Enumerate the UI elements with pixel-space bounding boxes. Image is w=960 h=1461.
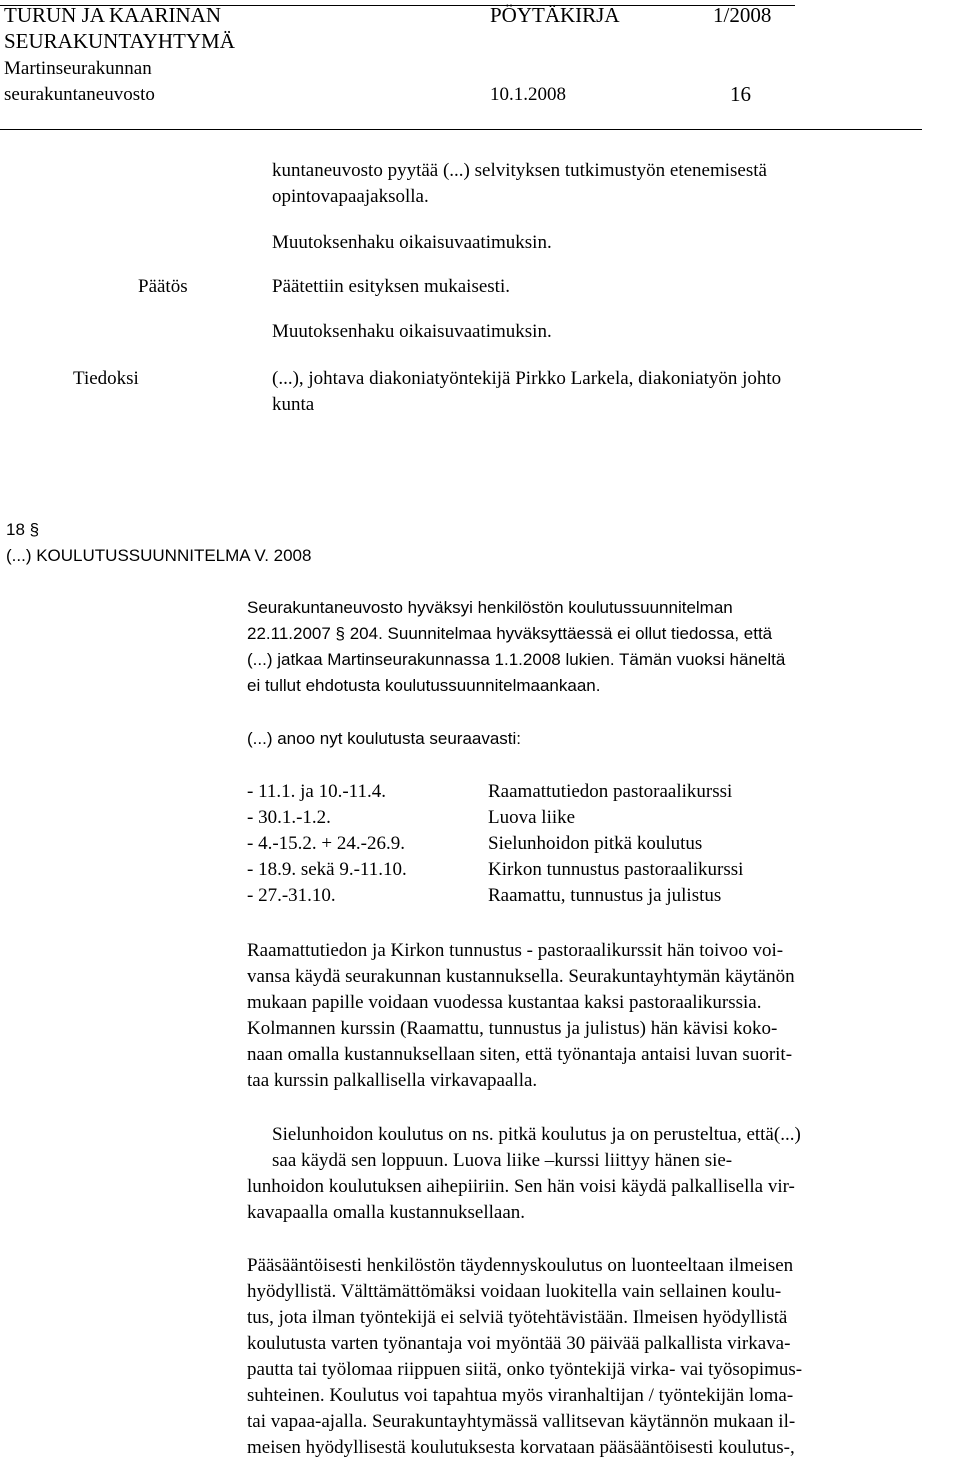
course-dates: - 4.-15.2. + 24.-26.9.	[247, 833, 405, 854]
course-name: Kirkon tunnustus pastoraalikurssi	[488, 859, 744, 880]
decision-label: Päätös	[138, 276, 188, 297]
continuation-line1: kuntaneuvosto pyytää (...) selvityksen tutkimustyön etenemisestä	[272, 160, 767, 181]
org-name-line3: Martinseurakunnan	[4, 58, 152, 79]
course-name: Raamattu, tunnustus ja julistus	[488, 885, 722, 906]
paragraph-line: Pääsääntöisesti henkilöstön täydennyskoulutus on luonteeltaan ilmeisen	[247, 1255, 794, 1276]
course-dates: - 30.1.-1.2.	[247, 807, 331, 828]
section-number: 18 §	[6, 520, 40, 539]
intro-line: 22.11.2007 § 204. Suunnitelmaa hyväksyttäessä ei ollut tiedossa, että	[247, 624, 773, 643]
section-title: (...) KOULUTUSSUUNNITELMA V. 2008	[6, 546, 312, 565]
course-name: Luova liike	[488, 807, 576, 828]
paragraph-line: naan omalla kustannuksellaan siten, että työnantaja antaisi luvan suorit-	[247, 1044, 793, 1065]
intro-line: ei tullut ehdotusta koulutussuunnitelmaankaan.	[247, 676, 601, 695]
course-dates: - 11.1. ja 10.-11.4.	[247, 781, 386, 802]
info-label: Tiedoksi	[73, 368, 139, 389]
continuation-line2: opintovapaajaksolla.	[272, 186, 429, 207]
info-line1: (...), johtava diakoniatyöntekijä Pirkko Larkela, diakoniatyön johto	[272, 368, 782, 389]
section-intro	[247, 595, 785, 699]
doc-number: 1/2008	[713, 3, 772, 27]
paragraph-line: tus, jota ilman työntekijä ei selviä työtehtävistään. Ilmeisen hyödyllistä	[247, 1307, 788, 1328]
appeal-note-1: Muutoksenhaku oikaisuvaatimuksin.	[272, 232, 552, 253]
paragraph-line: lunhoidon koulutuksen aihepiiriin. Sen hän voisi käydä palkallisella vir-	[247, 1176, 795, 1197]
paragraph-line: koulutusta varten työnantaja voi myöntää 30 päivää palkallista virkava-	[247, 1333, 791, 1354]
appeal-note-2: Muutoksenhaku oikaisuvaatimuksin.	[272, 321, 552, 342]
paragraph-line: vansa käydä seurakunnan kustannuksella. Seurakuntayhtymän käytänön	[247, 966, 795, 987]
org-name-line2: SEURAKUNTAYHTYMÄ	[4, 29, 235, 53]
course-dates: - 27.-31.10.	[247, 885, 336, 906]
paragraph-training-policy	[247, 1253, 802, 1461]
paragraph-line: kavapaalla omalla kustannuksellaan.	[247, 1202, 526, 1223]
doc-type: PÖYTÄKIRJA	[490, 3, 620, 27]
header-bottom-rule	[0, 129, 922, 130]
paragraph-line: suhteinen. Koulutus voi tapahtua myös viranhaltijan / työntekijän loma-	[247, 1385, 794, 1406]
course-dates: - 18.9. sekä 9.-11.10.	[247, 859, 407, 880]
paragraph-line: Sielunhoidon koulutus on ns. pitkä koulutus ja on perusteltua, että(...)	[272, 1124, 801, 1145]
decision-text: Päätettiin esityksen mukaisesti.	[272, 276, 510, 297]
course-request: (...) anoo nyt koulutusta seuraavasti:	[247, 729, 522, 748]
org-name-line1: TURUN JA KAARINAN	[4, 3, 222, 27]
paragraph-line: Kolmannen kurssin (Raamattu, tunnustus ja julistus) hän kävisi koko-	[247, 1018, 778, 1039]
org-name-line4: seurakuntaneuvosto	[4, 84, 155, 105]
paragraph-line: taa kurssin palkallisella virkavapaalla.	[247, 1070, 538, 1091]
paragraph-line: meisen hyödyllisestä koulutuksesta korvataan pääsääntöisesti koulutus-,	[247, 1437, 795, 1458]
intro-line: Seurakuntaneuvosto hyväksyi henkilöstön koulutussuunnitelman	[247, 598, 733, 617]
paragraph-pastoral-courses	[247, 938, 795, 1094]
paragraph-line: pautta tai työlomaa riippuen siitä, onko työntekijä virka- vai työsopimus-	[247, 1359, 803, 1380]
intro-line: (...) jatkaa Martinseurakunnassa 1.1.2008 lukien. Tämän vuoksi häneltä	[247, 650, 786, 669]
meeting-date: 10.1.2008	[490, 84, 566, 105]
course-name: Raamattutiedon pastoraalikurssi	[488, 781, 733, 802]
page-number: 16	[730, 82, 751, 106]
paragraph-line: saa käydä sen loppuun. Luova liike –kurssi liittyy hänen sie-	[272, 1150, 733, 1171]
paragraph-line: hyödyllistä. Välttämättömäksi voidaan luokitella vain sellainen koulu-	[247, 1281, 782, 1302]
paragraph-line: mukaan papille voidaan vuodessa kustantaa kaksi pastoraalikurssia.	[247, 992, 762, 1013]
paragraph-line: tai vapaa-ajalla. Seurakuntayhtymässä vallitsevan käytännön mukaan il-	[247, 1411, 796, 1432]
paragraph-line: Raamattutiedon ja Kirkon tunnustus - pastoraalikurssit hän toivoo voi-	[247, 940, 784, 961]
info-line2: kunta	[272, 394, 315, 415]
course-name: Sielunhoidon pitkä koulutus	[488, 833, 703, 854]
